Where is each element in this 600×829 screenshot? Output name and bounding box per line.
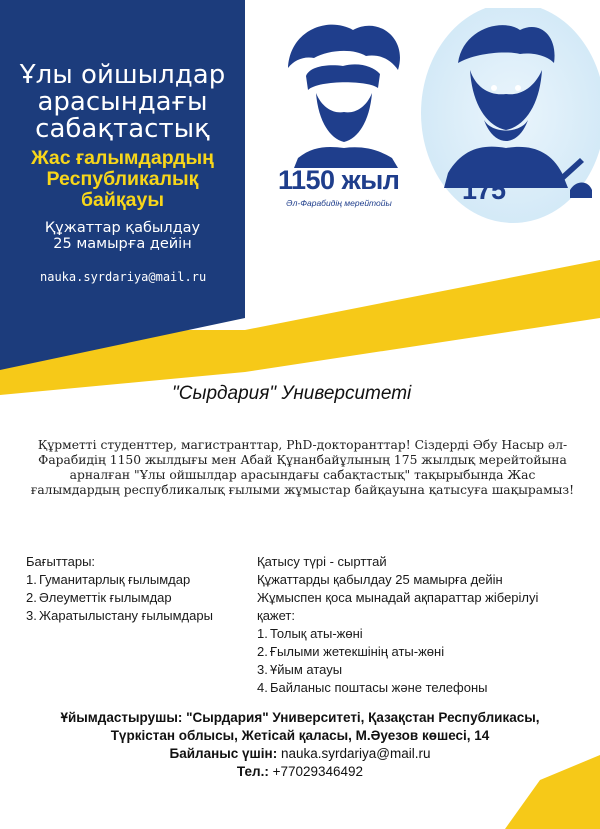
subtitle-line: Республикалық <box>46 168 199 190</box>
list-number: 1. <box>257 626 268 641</box>
list-text: Байланыс поштасы және телефоны <box>270 680 488 695</box>
deadline-notice <box>0 220 245 252</box>
directions-list <box>26 553 256 625</box>
list-number: 1. <box>26 572 37 587</box>
title-line: Ұлы ойшылдар <box>19 60 226 90</box>
subtitle-line: байқауы <box>81 189 164 211</box>
list-item <box>26 589 256 607</box>
event-subtitle <box>0 148 245 211</box>
university-name: "Сырдария" Университеті <box>172 383 412 404</box>
deadline-line: Құжаттар қабылдау <box>44 220 201 236</box>
participation-form: Қатысу түрі - сырттай <box>257 554 387 569</box>
list-number: 2. <box>257 644 268 659</box>
organizer-footer <box>0 709 600 781</box>
list-number: 2. <box>26 590 37 605</box>
list-number: 3. <box>26 608 37 623</box>
invitation-text: Құрметті студенттер, магистранттар, PhD-докторанттар! Сіздерді Әбу Насыр әл-Фарабидің 1150 жылдығы мен Абай Құнанбайұлының 175 жылдық мерейтойына арналған "Ұлы ойшылдар арасындағы сабақтастық" тақырыбында Жас ғалымдардың республикалық ғылыми жұмыстар байқауына қатысуға шақырамыз! <box>30 438 575 497</box>
phone-number: +77029346492 <box>272 764 364 779</box>
list-item <box>257 643 587 661</box>
list-item <box>257 679 587 697</box>
list-text: Жаратылыстану ғылымдары <box>39 608 213 623</box>
participation-instruction: қажет: <box>257 608 295 623</box>
list-item <box>26 571 256 589</box>
list-text: Ұйым атауы <box>270 662 343 677</box>
header-email: nauka.syrdariya@mail.ru <box>40 270 207 284</box>
list-text: Гуманитарлық ғылымдар <box>39 572 191 587</box>
farabi-portrait <box>288 25 400 168</box>
title-line: сабақтастық <box>35 114 210 144</box>
list-item <box>26 607 256 625</box>
list-number: 4. <box>257 680 268 695</box>
organizer-line: Түркістан облысы, Жетісай қаласы, М.Әуезов көшесі, 14 <box>110 728 490 743</box>
abai-jubilee-years: 175 <box>462 175 506 205</box>
directions-heading: Бағыттары: <box>26 554 96 569</box>
farabi-jubilee-caption: Әл-Фарабидің мерейтойы <box>286 198 392 208</box>
list-text: Ғылыми жетекшінің аты-жөні <box>270 644 445 659</box>
event-title <box>0 62 245 143</box>
farabi-jubilee-years: 1150 жыл <box>278 165 400 195</box>
list-item <box>257 661 587 679</box>
deadline-line: 25 мамырға дейін <box>53 236 192 252</box>
list-text: Әлеуметтік ғылымдар <box>39 590 172 605</box>
phone-line <box>0 763 600 781</box>
contact-email: nauka.syrdariya@mail.ru <box>280 746 431 761</box>
participation-instruction: Жұмыспен қоса мынадай ақпараттар жіберілуі <box>257 590 539 605</box>
contact-label: Байланыс үшін: <box>169 746 278 761</box>
subtitle-line: Жас ғалымдардың <box>31 147 214 169</box>
participation-info <box>257 553 587 697</box>
participation-deadline: Құжаттарды қабылдау 25 мамырға дейін <box>257 572 503 587</box>
list-text: Толық аты-жөні <box>270 626 363 641</box>
title-line: арасындағы <box>37 87 208 117</box>
list-item <box>257 625 587 643</box>
contact-line <box>0 745 600 763</box>
organizer-line: Ұйымдастырушы: "Сырдария" Университеті, Қазақстан Республикасы, <box>60 710 540 725</box>
list-number: 3. <box>257 662 268 677</box>
phone-label: Тел.: <box>236 764 269 779</box>
